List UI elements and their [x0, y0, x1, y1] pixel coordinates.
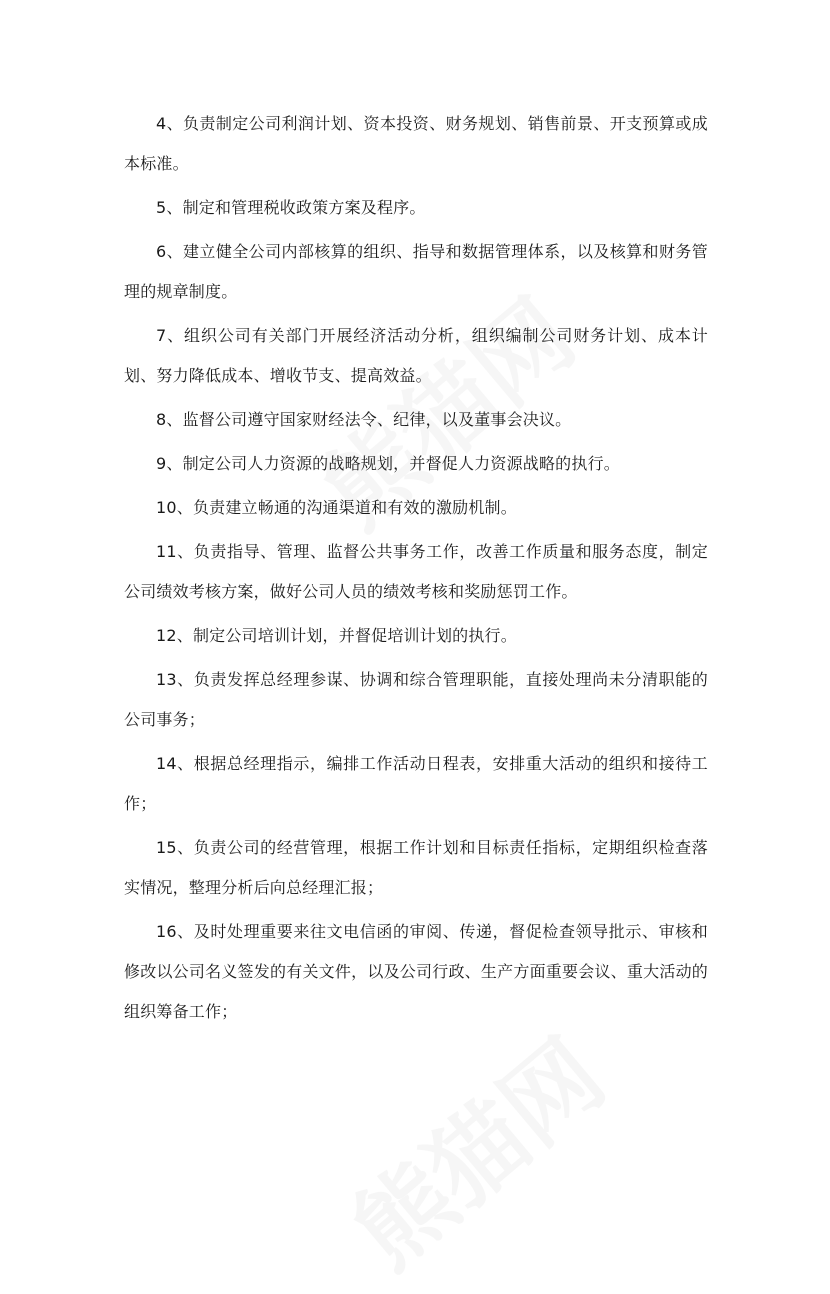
paragraph-10: 10、负责建立畅通的沟通渠道和有效的激励机制。	[156, 498, 517, 517]
paragraph-4: 4、负责制定公司利润计划、资本投资、财务规划、销售前景、开支预算或成本标准。	[124, 114, 708, 173]
paragraph-7: 7、组织公司有关部门开展经济活动分析，组织编制公司财务计划、成本计划、努力降低成本、增收节支、提高效益。	[124, 326, 708, 385]
watermark	[320, 1003, 629, 1293]
paragraph-16: 16、及时处理重要来往文电信函的审阅、传递，督促检查领导批示、审核和修改以公司名义签发的有关文件，以及公司行政、生产方面重要会议、重大活动的组织筹备工作；	[124, 922, 708, 1021]
paragraph-9: 9、制定公司人力资源的战略规划，并督促人力资源战略的执行。	[156, 454, 620, 473]
paragraph-11: 11、负责指导、管理、监督公共事务工作，改善工作质量和服务态度，制定公司绩效考核方案，做好公司人员的绩效考核和奖励惩罚工作。	[124, 542, 708, 601]
paragraph-14: 14、根据总经理指示，编排工作活动日程表，安排重大活动的组织和接待工作；	[124, 754, 708, 813]
paragraph-6: 6、建立健全公司内部核算的组织、指导和数据管理体系，以及核算和财务管理的规章制度。	[124, 242, 708, 301]
paragraph-5: 5、制定和管理税收政策方案及程序。	[156, 198, 426, 217]
paragraph-15: 15、负责公司的经营管理，根据工作计划和目标责任指标，定期组织检查落实情况，整理分析后向总经理汇报；	[124, 838, 708, 897]
document-body	[124, 104, 708, 1036]
paragraph-13: 13、负责发挥总经理参谋、协调和综合管理职能，直接处理尚未分清职能的公司事务；	[124, 670, 708, 729]
paragraph-12: 12、制定公司培训计划，并督促培训计划的执行。	[156, 626, 517, 645]
paragraph-8: 8、监督公司遵守国家财经法令、纪律，以及董事会决议。	[156, 410, 572, 429]
